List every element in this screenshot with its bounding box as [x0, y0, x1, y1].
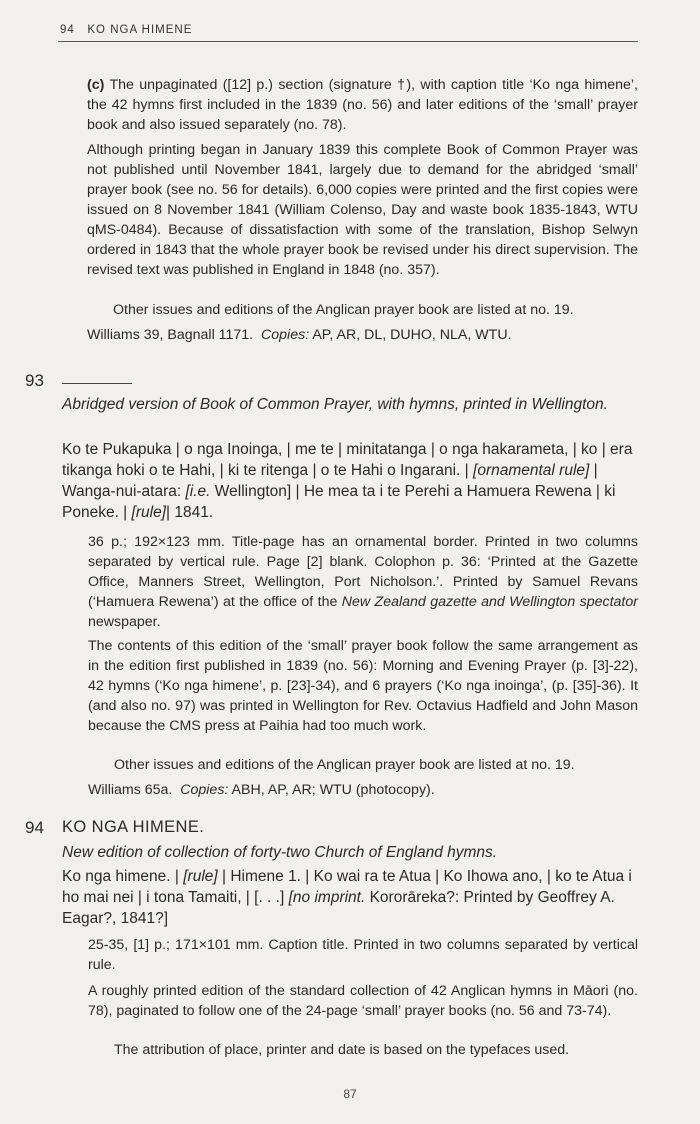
entry94-title: KO NGA HIMENE.	[62, 818, 205, 836]
entry94-rule: [rule]	[183, 868, 218, 885]
header-page-number: 94	[60, 24, 75, 36]
entry94-note	[88, 981, 638, 1021]
entry92-copies-label: Copies:	[261, 327, 310, 343]
entry93-copies: ABH, AP, AR; WTU (photocopy).	[231, 782, 435, 798]
entry93-rule: [rule]	[131, 504, 166, 521]
entry93-para2-text: The contents of this edition of the ‘small’ prayer book follow the same arrangement as in the edition first published in 1839 (no. 56): Morning and Evening Prayer (p. [3]-22), 42 hymns (‘Ko nga himene’, p. [23]-34), and 6 prayers (‘Ko nga inoinga’, (p. [35]-36). It (and also no. 97) was printed in Wellington for Rev. Octavius Hadfield and John Mason because the CMS press at Paihia had too much work.	[88, 638, 638, 734]
entry93-physical-description	[88, 532, 638, 632]
entry93-para1b: newspaper.	[88, 614, 161, 630]
entry93-newspaper-title: New Zealand gazette and Wellington spectator	[341, 594, 638, 610]
entry94-physical-description	[88, 935, 638, 975]
entry93-title-c: Wellington] | He mea ta i te Perehi a Hamuera Rewena | ki Poneke. |	[62, 483, 616, 521]
entry93-para3-text: Other issues and editions of the Anglican prayer book are listed at no. 19.	[114, 757, 575, 773]
entry94-number: 94	[25, 818, 44, 837]
entry92-refs	[87, 325, 638, 345]
entry92-section-c	[87, 75, 638, 135]
entry92-copies: AP, AR, DL, DUHO, NLA, WTU.	[312, 327, 512, 343]
entry94-caption: New edition of collection of forty-two Church of England hymns.	[62, 844, 498, 861]
entry93-refs	[88, 780, 638, 800]
entry94-title-a: Ko nga himene. |	[62, 868, 179, 885]
entry93-caption: Abridged version of Book of Common Prayer, with hymns, printed in Wellington.	[62, 396, 608, 413]
entry94-title-transcription	[62, 866, 642, 929]
entry93-para1a: 36 p.; 192×123 mm. Title-page has an ornamental border. Printed in two columns separated by vertical rule. Page [2] blank. Colophon p. 36: ‘Printed at the Gazette Office, Manners Street, Wellington, Port Nicholson.’. Printed by Samuel Revans (‘Hamuera Rewena’) at the office of the	[88, 534, 638, 610]
page-folio: 87	[343, 1087, 357, 1101]
header-rule	[58, 41, 638, 42]
entry94-attribution-note	[88, 1040, 638, 1060]
entry94-title-c: Kororāreka?: Printed by Geoffrey A. Eagar?, 1841?]	[62, 889, 615, 927]
entry94-para3-text: The attribution of place, printer and date is based on the typefaces used.	[114, 1042, 570, 1058]
entry94-para1-text: 25-35, [1] p.; 171×101 mm. Caption title. Printed in two columns separated by vertical rule.	[88, 937, 638, 973]
section-c-label: (c)	[87, 77, 105, 93]
entry93-refs-text: Williams 65a.	[88, 782, 173, 798]
entry93-title-d: | 1841.	[166, 504, 214, 521]
entry92-para3-text: Other issues and editions of the Anglican prayer book are listed at no. 19.	[113, 302, 574, 318]
running-head	[60, 24, 192, 36]
entry92-refs-text: Williams 39, Bagnall 1171.	[87, 327, 254, 343]
entry92-paragraph-3	[87, 300, 638, 320]
entry93-title-b: | Wanga-nui-atara:	[62, 462, 598, 500]
entry94-para2-text: A roughly printed edition of the standard collection of 42 Anglican hymns in Māori (no. 78), paginated to follow one of the 24-page ‘small’ prayer books (no. 56 and 73-74).	[88, 983, 638, 1019]
entry93-contents-note	[88, 636, 638, 736]
entry93-title-transcription	[62, 439, 642, 523]
entry93-copies-label: Copies:	[180, 782, 229, 798]
entry93-dash-rule	[62, 383, 132, 384]
entry94-no-imprint: [no imprint.	[288, 889, 366, 906]
header-running-title: KO NGA HIMENE	[87, 24, 193, 36]
entry93-ornamental-rule: [ornamental rule]	[473, 462, 590, 479]
entry93-ie: [i.e.	[185, 483, 211, 500]
entry94-title-b: | Himene 1. | Ko wai ra te Atua | Ko Ihowa ano, | ko te Atua i ho mai nei | i tona Tamaiti, | [. . .]	[62, 868, 632, 906]
entry92-para2-text: Although printing began in January 1839 this complete Book of Common Prayer was not published until November 1841, largely due to demand for the abridged ‘small’ prayer book (see no. 56 for details). 6,000 copies were printed and the first copies were issued on 8 November 1841 (William Colenso, Day and waste book 1835-1843, WTU qMS-0484). Because of dissatisfaction with some of the translation, Bishop Selwyn ordered in 1843 that the whole prayer book be revised under his direct supervision. The revised text was published in England in 1848 (no. 357).	[87, 142, 638, 278]
entry92-paragraph-2	[87, 140, 638, 280]
entry93-other-issues	[88, 755, 638, 775]
section-c-text: The unpaginated ([12] p.) section (signature †), with caption title ‘Ko nga himene’, the 42 hymns first included in the 1839 (no. 56) and later editions of the ‘small’ prayer book and also issued separately (no. 78).	[87, 77, 638, 133]
entry93-number: 93	[25, 371, 44, 390]
entry93-title-a: Ko te Pukapuka | o nga Inoinga, | me te | minitatanga | o nga hakarameta, | ko | era tikanga hoki o te Hahi, | ki te ritenga | o te Hahi o Ingarani. |	[62, 441, 633, 479]
